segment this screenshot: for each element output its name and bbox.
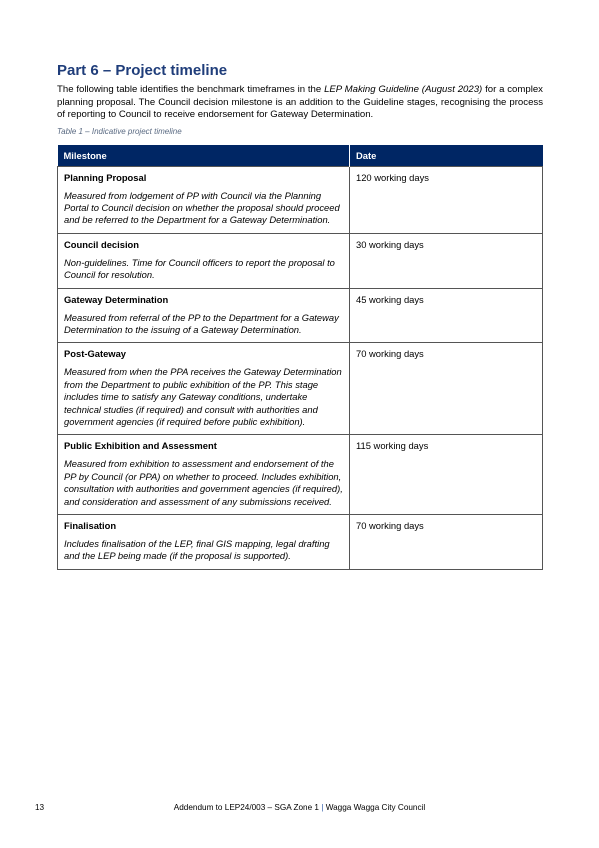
table-row	[58, 166, 543, 233]
footer-organisation: Wagga Wagga City Council	[325, 803, 426, 812]
milestone-description: Measured from lodgement of PP with Council via the Planning Portal to Council decision on whether the proposal should proceed and be referred to the Department for a Gateway Determination.	[64, 189, 340, 226]
project-timeline-table	[57, 145, 543, 570]
table-row	[58, 233, 543, 288]
date-cell	[350, 435, 543, 515]
date-cell	[350, 233, 543, 288]
milestone-description: Measured from when the PPA receives the Gateway Determination from the Department to public exhibition of the PP. This stage includes time to satisfy any Gateway conditions, undertake technical studies (if required) and consult with authorities and government agencies (if required before public exhibition).	[64, 366, 342, 427]
date-cell	[350, 166, 543, 233]
milestone-cell	[58, 288, 350, 343]
milestone-date: 70 working days	[356, 348, 424, 360]
table-row	[58, 435, 543, 515]
milestone-date: 45 working days	[356, 293, 424, 305]
milestone-title: Finalisation	[64, 520, 117, 531]
table-row	[58, 343, 543, 435]
milestone-description: Measured from exhibition to assessment and endorsement of the PP by Council (or PPA) on whether to proceed. Includes exhibition, consultation with authorities and government agencies (if required), and consideration and assessment of any submissions received.	[64, 458, 343, 507]
milestone-date: 115 working days	[356, 440, 429, 452]
milestone-title: Gateway Determination	[64, 293, 169, 305]
date-cell	[350, 288, 543, 343]
milestone-title: Planning Proposal	[64, 171, 147, 183]
date-cell	[350, 515, 543, 570]
page-number: 13	[35, 803, 45, 812]
header-date: Date	[350, 145, 543, 166]
milestone-cell	[58, 166, 350, 233]
milestone-cell	[58, 233, 350, 288]
intro-text-start: The following table identifies the benchmark timeframes in the	[57, 84, 325, 95]
header-milestone: Milestone	[58, 145, 350, 166]
table-row	[58, 288, 543, 343]
date-cell	[350, 343, 543, 435]
guideline-title: LEP Making Guideline (August 2023)	[324, 84, 483, 95]
milestone-description: Measured from referral of the PP to the Department for a Gateway Determination to the issuing of a Gateway Determination.	[64, 311, 339, 335]
milestone-description: Includes finalisation of the LEP, final GIS mapping, legal drafting and the LEP being made (if the proposal is supported).	[64, 538, 330, 562]
milestone-cell	[58, 435, 350, 515]
milestone-title: Post-Gateway	[64, 348, 126, 360]
footer-text	[0, 803, 599, 812]
footer-separator: |	[321, 803, 324, 812]
milestone-date: 30 working days	[356, 238, 424, 250]
table-row	[58, 515, 543, 570]
milestone-title: Council decision	[64, 238, 140, 250]
intro-text-end: for a complex planning proposal. The Council decision milestone is an addition to the Guideline stages, recognising the process of reporting to Council to receive endorsement for Gateway Determination.	[57, 84, 543, 120]
page-heading: Part 6 – Project timeline	[57, 62, 228, 79]
intro-paragraph	[57, 84, 543, 122]
table-caption: Table 1 – Indicative project timeline	[57, 127, 182, 136]
milestone-description: Non-guidelines. Time for Council officers to report the proposal to Council for resolution.	[64, 256, 335, 281]
milestone-cell	[58, 515, 350, 570]
footer-document: Addendum to LEP24/003 – SGA Zone 1	[173, 803, 319, 812]
milestone-cell	[58, 343, 350, 435]
milestone-date: 120 working days	[356, 171, 429, 183]
milestone-title: Public Exhibition and Assessment	[64, 440, 217, 452]
milestone-date: 70 working days	[356, 520, 424, 531]
table-header-row	[58, 145, 543, 166]
